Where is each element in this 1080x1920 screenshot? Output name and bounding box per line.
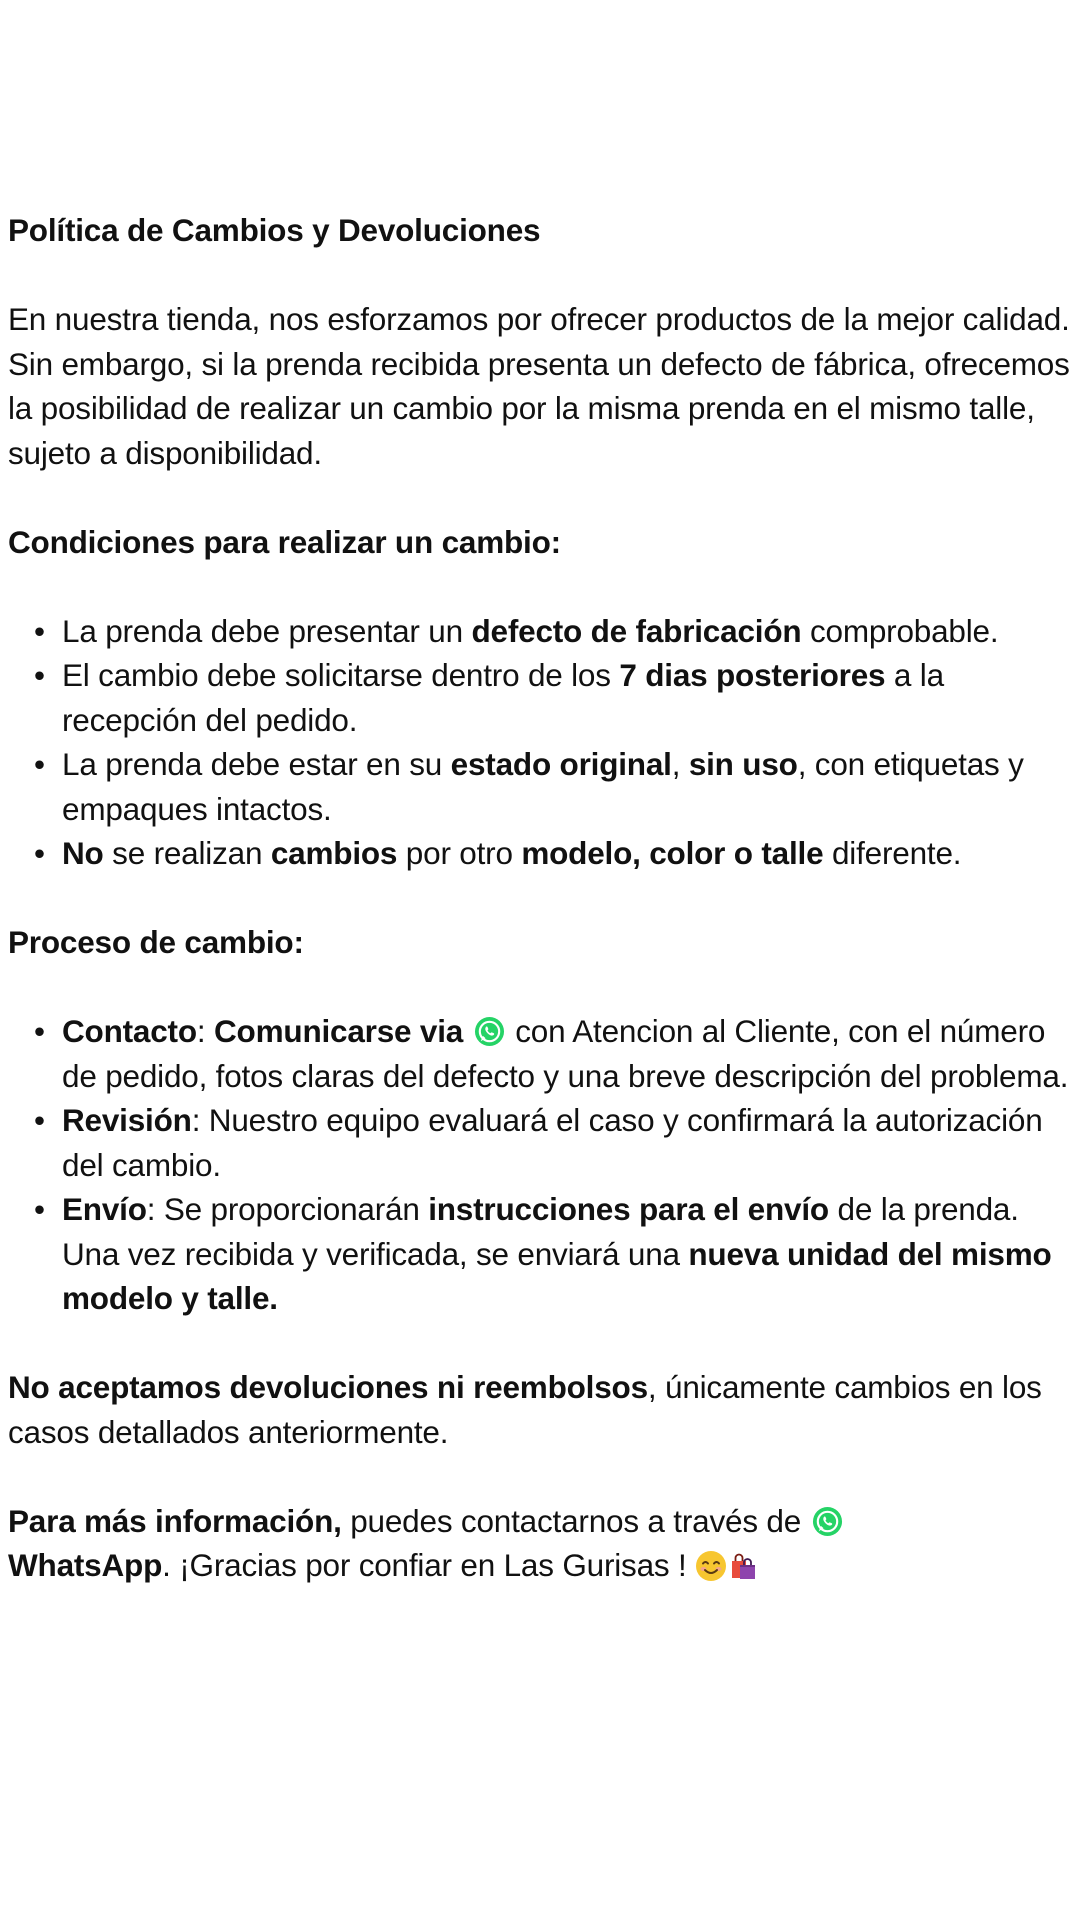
- conditions-heading: Condiciones para realizar un cambio:: [8, 523, 561, 560]
- item-text: se realizan: [103, 835, 271, 871]
- item-bold: instrucciones para el envío: [428, 1191, 829, 1227]
- item-bold: cambios: [270, 835, 398, 871]
- no-returns-text: , únicamente cambios en los casos detallados anteriormente.: [8, 1369, 1042, 1450]
- list-item: • No se realizan cambios por otro modelo, color o talle diferente.: [34, 835, 962, 871]
- item-bold: Revisión: [62, 1102, 192, 1138]
- item-bold: sin uso: [688, 746, 798, 782]
- policy-document: [8, 208, 1076, 1588]
- item-text: de la prenda. Una vez recibida y verificada, se enviará una: [62, 1191, 1019, 1272]
- item-bold: Comunicarse via: [214, 1013, 464, 1049]
- no-returns-paragraph: [8, 1365, 1076, 1454]
- process-heading: Proceso de cambio:: [8, 924, 304, 960]
- item-text: : Se proporcionarán: [146, 1191, 429, 1227]
- list-item: • Revisión: Nuestro equipo evaluará el caso y confirmará la autorización del cambio.: [34, 1102, 1043, 1183]
- item-text: comprobable.: [801, 612, 999, 649]
- more-info-paragraph: [8, 1499, 1076, 1588]
- whatsapp-icon: [812, 1504, 843, 1535]
- list-item: • La prenda debe estar en su estado original, sin uso, con etiquetas y empaques intactos.: [34, 746, 1024, 827]
- item-bold: nueva unidad del mismo modelo y talle.: [62, 1235, 1052, 1316]
- item-text: :: [196, 1013, 214, 1049]
- item-text: diferente.: [823, 835, 962, 871]
- whatsapp-label: WhatsApp: [8, 1547, 163, 1583]
- item-text: ,: [671, 746, 689, 782]
- item-text: a la recepción del pedido.: [62, 657, 944, 738]
- thanks-text: . ¡Gracias por confiar en Las Gurisas !: [162, 1547, 696, 1583]
- more-info-bold: Para más información,: [8, 1502, 342, 1539]
- item-bold: No: [62, 835, 104, 871]
- list-item: • Envío: Se proporcionarán instrucciones para el envío de la prenda. Una vez recibida y verificada, se enviará una nueva unidad del mismo modelo y talle.: [34, 1191, 1052, 1316]
- item-bold: defecto de fabricación: [471, 612, 802, 649]
- item-text: La prenda debe presentar un: [62, 612, 472, 649]
- no-returns-bold: No aceptamos devoluciones ni reembolsos: [8, 1369, 648, 1405]
- item-text: El cambio debe solicitarse dentro de los: [62, 657, 620, 693]
- item-text: La prenda debe estar en su: [62, 746, 451, 782]
- item-bold: estado original: [450, 746, 672, 782]
- process-list: [8, 1009, 1076, 1321]
- intro-paragraph: En nuestra tienda, nos esforzamos por ofrecer productos de la mejor calidad. Sin embargo, si la prenda recibida presenta un defecto de fábrica, ofrecemos la posibilidad de realizar un cambio por la misma prenda en el mismo talle, sujeto a disponibilidad.: [8, 301, 1070, 471]
- item-bold: 7 dias posteriores: [619, 657, 886, 693]
- more-info-text: puedes contactarnos a través de: [341, 1502, 810, 1539]
- item-text: , con etiquetas y empaques intactos.: [62, 746, 1024, 827]
- item-text: con Atencion al Cliente, con el número de pedido, fotos claras del defecto y una breve descripción del problema.: [62, 1013, 1069, 1094]
- shopping-bags-icon: [727, 1549, 759, 1581]
- conditions-list: [8, 609, 1076, 876]
- item-bold: modelo, color o talle: [521, 835, 824, 871]
- item-bold: Envío: [62, 1191, 147, 1227]
- whatsapp-icon: [474, 1014, 505, 1045]
- page-title: Política de Cambios y Devoluciones: [8, 212, 541, 248]
- smiling-face-icon: [695, 1549, 727, 1581]
- item-text: : Nuestro equipo evaluará el caso y confirmará la autorización del cambio.: [62, 1102, 1043, 1183]
- list-item: • Contacto: Comunicarse via con Atencion al Cliente, con el número de pedido, fotos claras del defecto y una breve descripción del problema.: [34, 1013, 1069, 1094]
- item-bold: Contacto: [62, 1013, 197, 1049]
- item-text: por otro: [397, 835, 522, 871]
- list-item: • La prenda debe presentar un defecto de fabricación comprobable.: [34, 612, 999, 649]
- list-item: • El cambio debe solicitarse dentro de los 7 dias posteriores a la recepción del pedido.: [34, 657, 944, 738]
